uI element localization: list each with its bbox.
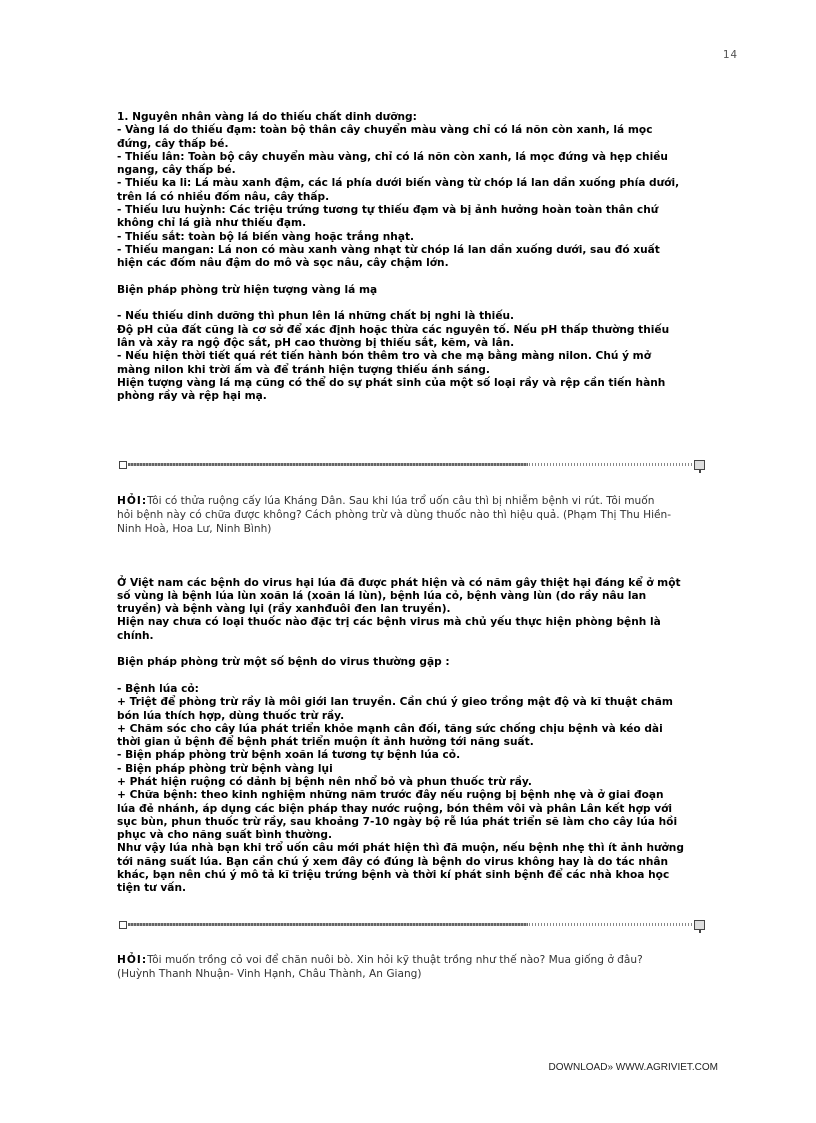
text-line: - Thiếu sắt: toàn bộ lá biến vàng hoặc trắng nhạt. xyxy=(117,230,415,243)
text-line: thời gian ủ bệnh để bệnh phát triển muộn ít ảnh hưởng tới năng suất. xyxy=(117,736,534,749)
question-label: HỎI: xyxy=(117,953,148,966)
section-vang-la-causes xyxy=(117,111,720,404)
text-line: + Phát hiện ruộng có dảnh bị bệnh nên nhổ bỏ và phun thuốc trừ rầy. xyxy=(117,775,532,788)
question-text: Ninh Hoà, Hoa Lư, Ninh Bình) xyxy=(117,522,272,535)
text-line: phục và cho năng suất bình thường. xyxy=(117,829,332,842)
text-line: Ở Việt nam các bệnh do virus hại lúa đã được phát hiện và có năm gây thiệt hại đáng kể ở một xyxy=(117,576,681,589)
text-line: hiện các đốm nâu đậm do mô và sọc nâu, cây chậm lớn. xyxy=(117,257,449,270)
question-text: Tôi có thửa ruộng cấy lúa Kháng Dân. Sau khi lúa trổ uốn câu thì bị nhiễm bệnh vi rút. Tôi muốn xyxy=(147,494,655,507)
text-line: - Thiếu lân: Toàn bộ cây chuyển màu vàng, chỉ có lá nõn còn xanh, lá mọc đứng và hẹp chiều xyxy=(117,150,668,163)
text-line: lân và xảy ra ngộ độc sắt, pH cao thường bị thiếu sắt, kẽm, và lân. xyxy=(117,337,515,350)
text-line: - Biện pháp phòng trừ bệnh xoăn lá tương tự bệnh lúa cỏ. xyxy=(117,749,461,762)
text-line: + Chăm sóc cho cây lúa phát triển khỏe mạnh cân đối, tăng sức chống chịu bệnh và kéo dài xyxy=(117,722,663,735)
section-heading: Biện pháp phòng trừ hiện tượng vàng lá mạ xyxy=(117,283,378,296)
text-line: không chỉ lá già như thiếu đạm. xyxy=(117,217,307,230)
text-line: trên lá có nhiều đốm nâu, cây thấp. xyxy=(117,190,330,203)
text-line: đứng, cây thấp bé. xyxy=(117,137,229,150)
text-line: ngang, cây thấp bé. xyxy=(117,164,236,177)
text-line: tới năng suất lúa. Bạn cần chú ý xem đây có đúng là bệnh do virus không hay là do tác nhân xyxy=(117,855,669,868)
text-line: - Biện pháp phòng trừ bệnh vàng lụi xyxy=(117,762,333,775)
text-line: + Triệt để phòng trừ rầy là môi giới lan truyền. Cần chú ý gieo trồng mật độ và kĩ thuật chăm xyxy=(117,696,673,709)
text-line: - Vàng lá do thiếu đạm: toàn bộ thân cây chuyển màu vàng chỉ có lá nõn còn xanh, lá mọc xyxy=(117,124,653,137)
text-line: Như vậy lúa nhà bạn khi trổ uốn câu mới phát hiện thì đã muộn, nếu bệnh nhẹ thì ít ảnh hưởng xyxy=(117,842,684,855)
question-text: hỏi bệnh này có chữa được không? Cách phòng trừ và dùng thuốc nào thì hiệu quả. (Phạm Thị Thu Hiền- xyxy=(117,508,672,521)
text-line: phòng rầy và rệp hại mạ. xyxy=(117,390,267,403)
answer-virus-diseases xyxy=(117,577,720,896)
text-line: + Chữa bệnh: theo kinh nghiệm những năm trước đây nếu ruộng bị bệnh nhẹ và ở giai đoạn xyxy=(117,789,664,802)
text-line: màng nilon khi trời ấm và để tránh hiện tượng thiếu ánh sáng. xyxy=(117,363,490,376)
text-line: số vùng là bệnh lúa lùn xoăn lá (xoăn lá lùn), bệnh lúa cỏ, bệnh vàng lùn (do rầy nâu lan xyxy=(117,589,647,602)
text-line: tiện tư vấn. xyxy=(117,882,187,895)
text-line: - Nếu thiếu dinh dưỡng thì phun lên lá những chất bị nghi là thiếu. xyxy=(117,310,515,323)
question-block xyxy=(117,953,720,981)
text-line: Hiện tượng vàng lá mạ cũng có thể do sự phát sinh của một số loại rầy và rệp cần tiến hành xyxy=(117,376,666,389)
separator-divider xyxy=(119,920,709,930)
document-body xyxy=(117,111,720,981)
text-line: - Thiếu ka li: Lá màu xanh đậm, các lá phía dưới biến vàng từ chóp lá lan dần xuống phía dưới, xyxy=(117,177,680,190)
text-line: - Nếu hiện thời tiết quá rét tiến hành bón thêm tro và che mạ bằng màng nilon. Chú ý mở xyxy=(117,350,652,363)
text-line: Hiện nay chưa có loại thuốc nào đặc trị các bệnh virus mà chủ yếu thực hiện phòng bệnh là xyxy=(117,616,661,629)
text-line: sục bùn, phun thuốc trừ rầy, sau khoảng 7-10 ngày bộ rễ lúa phát triển sẽ làm cho cây lúa hồi xyxy=(117,815,678,828)
text-line: - Thiếu lưu huỳnh: Các triệu trứng tương tự thiếu đạm và bị ảnh hưởng hoàn toàn thân chứ xyxy=(117,204,659,217)
question-text: Tôi muốn trồng cỏ voi để chăn nuôi bò. Xin hỏi kỹ thuật trồng như thế nào? Mua giống ở đâu? xyxy=(147,953,643,966)
text-line: - Bệnh lúa cỏ: xyxy=(117,682,199,695)
text-line: 1. Nguyên nhân vàng lá do thiếu chất dinh dưỡng: xyxy=(117,111,417,123)
text-line: truyền) và bệnh vàng lụi (rầy xanhđuôi đen lan truyền). xyxy=(117,603,451,616)
text-line: - Thiếu mangan: Lá non có màu xanh vàng nhạt từ chóp lá lan dần xuống dưới, sau đó xuất xyxy=(117,243,660,256)
separator-divider xyxy=(119,460,709,470)
page-number: 14 xyxy=(722,48,738,61)
question-label: HỎI: xyxy=(117,494,148,507)
download-footer-link[interactable]: DOWNLOAD» WWW.AGRIVIET.COM xyxy=(548,1062,718,1073)
text-line: lúa đẻ nhánh, áp dụng các biện pháp thay nước ruộng, bón thêm vôi và phân Lân kết hợp với xyxy=(117,802,673,815)
text-line: bón lúa thích hợp, dùng thuốc trừ rầy. xyxy=(117,709,345,722)
text-line: Độ pH của đất cũng là cơ sở để xác định hoặc thừa các nguyên tố. Nếu pH thấp thường thiếu xyxy=(117,323,670,336)
text-line: khác, bạn nên chú ý mô tả kĩ triệu trứng bệnh và thời kí phát sinh bệnh để các nhà khoa học xyxy=(117,869,670,882)
text-line: chính. xyxy=(117,629,154,642)
question-text: (Huỳnh Thanh Nhuận- Vinh Hạnh, Châu Thành, An Giang) xyxy=(117,967,422,980)
question-block xyxy=(117,494,720,536)
section-heading: Biện pháp phòng trừ một số bệnh do virus thường gặp : xyxy=(117,656,450,669)
